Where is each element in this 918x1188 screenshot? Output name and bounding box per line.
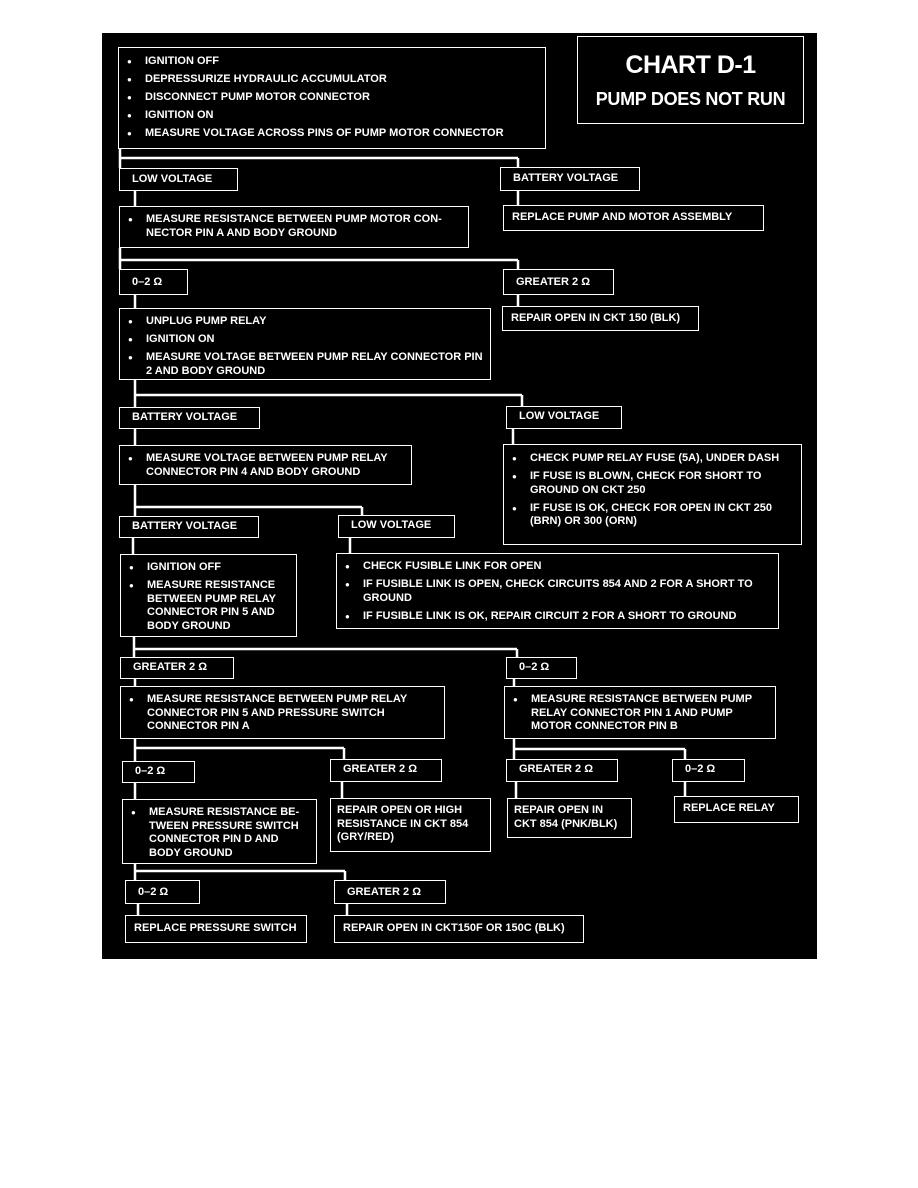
action-box [119, 445, 412, 485]
chart-id: CHART D-1 [625, 51, 756, 79]
branch-label-0-2-ohm: 0–2 Ω [125, 880, 200, 904]
step-item: ● MEASURE RESISTANCE BETWEEN PUMP RELAY CONNECTOR PIN 5 AND BODY GROUND [129, 579, 290, 633]
step-item: ● DISCONNECT PUMP MOTOR CONNECTOR [127, 91, 539, 105]
branch-label-battery-voltage: BATTERY VOLTAGE [119, 516, 259, 538]
result-box: REPLACE PRESSURE SWITCH [125, 915, 307, 943]
step-item: ● IGNITION ON [127, 109, 539, 123]
result-box: REPAIR OPEN OR HIGH RESISTANCE IN CKT 854 (GRY/RED) [330, 798, 491, 852]
action-box [120, 686, 445, 739]
action-box [504, 686, 776, 739]
step-item: ● IF FUSE IS OK, CHECK FOR OPEN IN CKT 250 (BRN) OR 300 (ORN) [512, 502, 795, 529]
result-box: REPAIR OPEN IN CKT 150 (BLK) [502, 306, 699, 331]
branch-label-low-voltage: LOW VOLTAGE [119, 168, 238, 191]
action-box [122, 799, 317, 864]
chart-title-box [577, 36, 804, 124]
branch-label-battery-voltage: BATTERY VOLTAGE [500, 167, 640, 191]
branch-label-0-2-ohm: 0–2 Ω [506, 657, 577, 679]
branch-label-greater-2-ohm: GREATER 2 Ω [330, 759, 442, 782]
start-steps-box [118, 47, 546, 149]
branch-label-greater-2-ohm: GREATER 2 Ω [506, 759, 618, 782]
step-item: ● MEASURE RESISTANCE BETWEEN PUMP MOTOR CON- NECTOR PIN A AND BODY GROUND [128, 213, 462, 240]
branch-label-low-voltage: LOW VOLTAGE [338, 515, 455, 538]
flowchart [102, 33, 817, 959]
step-item: ● IGNITION ON [128, 333, 484, 347]
result-box: REPAIR OPEN IN CKT 854 (PNK/BLK) [507, 798, 632, 838]
step-item: ● DEPRESSURIZE HYDRAULIC ACCUMULATOR [127, 73, 539, 87]
branch-label-0-2-ohm: 0–2 Ω [122, 761, 195, 783]
step-item: ● IGNITION OFF [129, 561, 290, 575]
branch-label-low-voltage: LOW VOLTAGE [506, 406, 622, 429]
branch-label-0-2-ohm: 0–2 Ω [119, 269, 188, 295]
step-item: ● IGNITION OFF [127, 55, 539, 69]
branch-label-greater-2-ohm: GREATER 2 Ω [334, 880, 446, 904]
step-item: ● IF FUSIBLE LINK IS OPEN, CHECK CIRCUITS 854 AND 2 FOR A SHORT TO GROUND [345, 578, 772, 605]
action-box [120, 554, 297, 637]
step-item: ● MEASURE RESISTANCE BE- TWEEN PRESSURE SWITCH CONNECTOR PIN D AND BODY GROUND [131, 806, 310, 860]
step-item: ● MEASURE RESISTANCE BETWEEN PUMP RELAY CONNECTOR PIN 5 AND PRESSURE SWITCH CONNECTOR PIN A [129, 693, 438, 734]
chart-subtitle: PUMP DOES NOT RUN [595, 89, 786, 109]
branch-label-battery-voltage: BATTERY VOLTAGE [119, 407, 260, 429]
action-box [336, 553, 779, 629]
action-box [119, 308, 491, 380]
step-item: ● CHECK FUSIBLE LINK FOR OPEN [345, 560, 772, 574]
result-box: REPAIR OPEN IN CKT150F OR 150C (BLK) [334, 915, 584, 943]
step-item: ● IF FUSE IS BLOWN, CHECK FOR SHORT TO GROUND ON CKT 250 [512, 470, 795, 497]
result-box: REPLACE PUMP AND MOTOR ASSEMBLY [503, 205, 764, 231]
action-box [503, 444, 802, 545]
step-item: ● IF FUSIBLE LINK IS OK, REPAIR CIRCUIT 2 FOR A SHORT TO GROUND [345, 610, 772, 624]
step-item: ● MEASURE RESISTANCE BETWEEN PUMP RELAY CONNECTOR PIN 1 AND PUMP MOTOR CONNECTOR PIN B [513, 693, 769, 734]
branch-label-0-2-ohm: 0–2 Ω [672, 759, 745, 782]
step-item: ● CHECK PUMP RELAY FUSE (5A), UNDER DASH [512, 452, 795, 466]
step-item: ● MEASURE VOLTAGE BETWEEN PUMP RELAY CONNECTOR PIN 4 AND BODY GROUND [128, 452, 405, 479]
step-item: ● UNPLUG PUMP RELAY [128, 315, 484, 329]
branch-label-greater-2-ohm: GREATER 2 Ω [503, 269, 614, 295]
action-box [119, 206, 469, 248]
result-box: REPLACE RELAY [674, 796, 799, 823]
step-item: ● MEASURE VOLTAGE BETWEEN PUMP RELAY CONNECTOR PIN 2 AND BODY GROUND [128, 351, 484, 378]
step-item: ● MEASURE VOLTAGE ACROSS PINS OF PUMP MOTOR CONNECTOR [127, 127, 539, 141]
branch-label-greater-2-ohm: GREATER 2 Ω [120, 657, 234, 679]
